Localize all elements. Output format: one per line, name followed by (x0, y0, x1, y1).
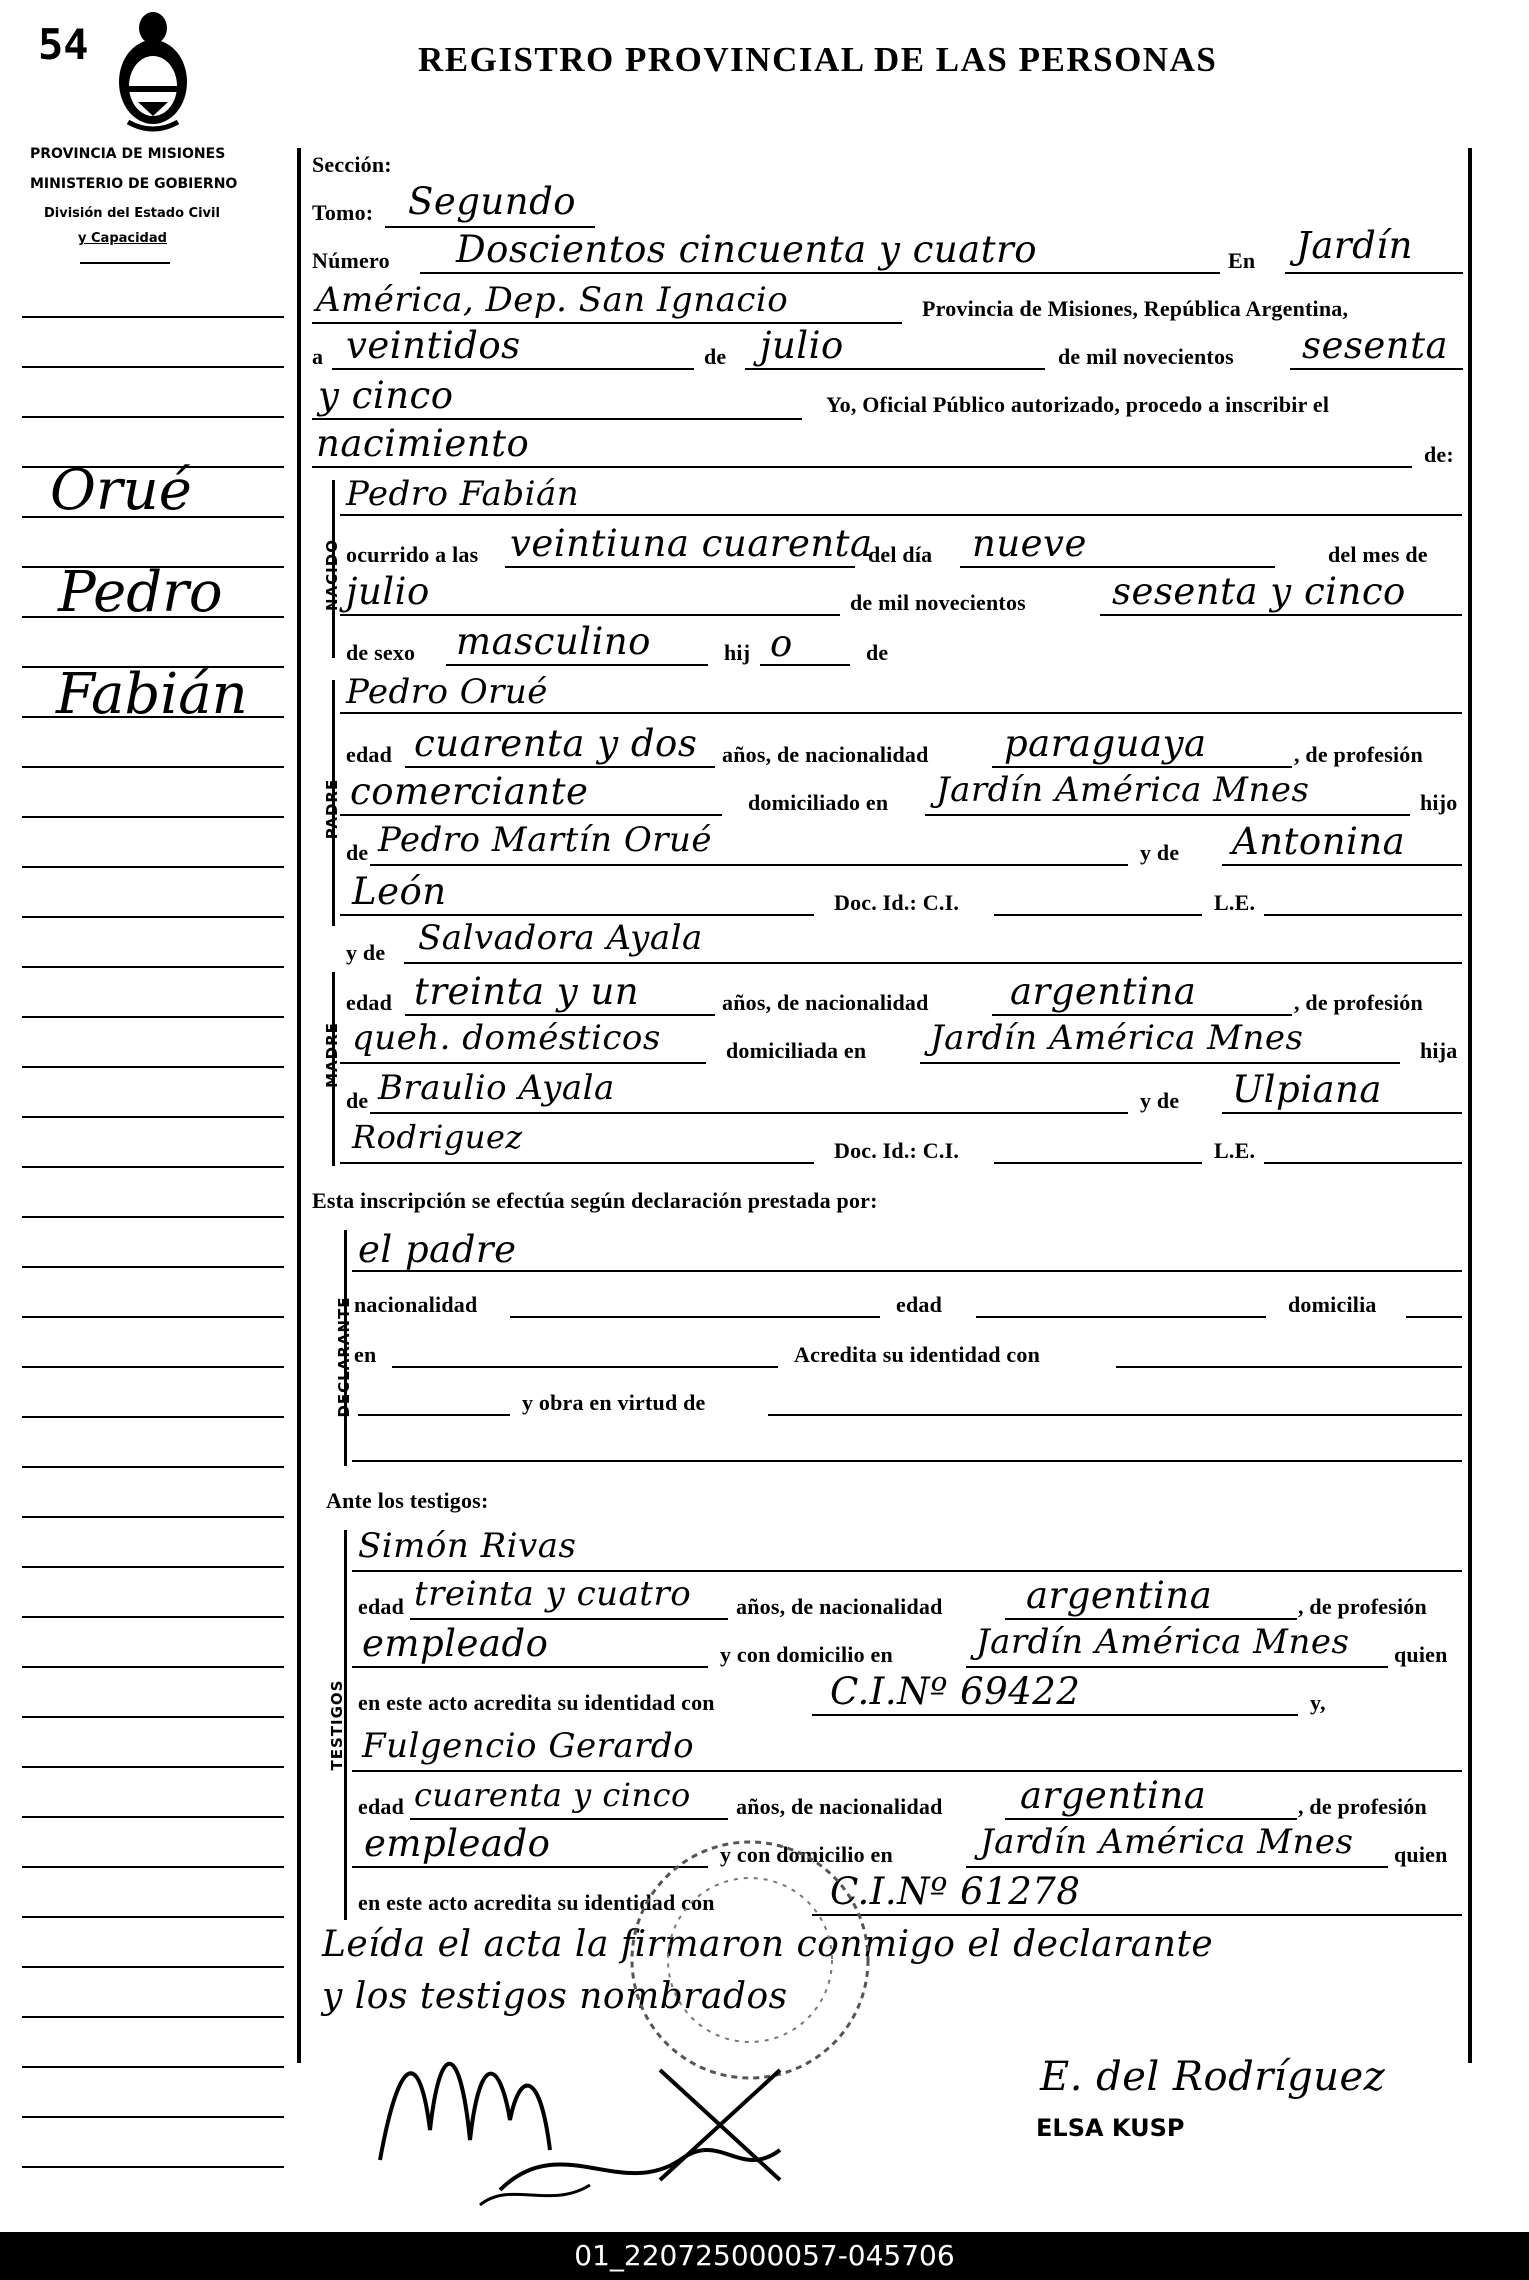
page-number: 54 (38, 20, 89, 69)
seccion-label: Sección: (312, 152, 392, 177)
declarante-dom-label: domicilia (1288, 1292, 1377, 1317)
madre-padre-value: Braulio Ayala (378, 1068, 615, 1108)
tomo-label: Tomo: (312, 200, 374, 225)
dia-nac-value: nueve (972, 522, 1087, 565)
esta-inscripcion-label: Esta inscripción se efectúa según declaración prestada por: (312, 1188, 878, 1213)
padre-edad-label: edad (346, 742, 393, 767)
hija-label: hija (1420, 1038, 1458, 1063)
provincia-label: Provincia de Misiones, República Argentina, (922, 296, 1349, 321)
ocurrido-label: ocurrido a las (346, 542, 479, 567)
testigo1-nombre: Simón Rivas (358, 1526, 577, 1566)
testigo1-id-value: C.I.Nº 69422 (830, 1670, 1081, 1713)
de-label-2: de (866, 640, 889, 665)
de-mil-novecientos-label-2: de mil novecientos (850, 590, 1026, 615)
left-column-rule (22, 1016, 284, 1018)
left-column-rule (22, 1316, 284, 1318)
de-sexo-label: de sexo (346, 640, 416, 665)
obra-virtud-label: y obra en virtud de (522, 1390, 706, 1415)
madre-yde-label: y de (346, 940, 386, 965)
del-dia-label: del día (868, 542, 933, 567)
anio-value-1: sesenta (1302, 324, 1449, 367)
madre-de-label: de (346, 1088, 369, 1113)
en-label: En (1228, 248, 1256, 273)
coat-of-arms-icon (108, 6, 198, 138)
testigo1-dom-value: Jardín América Mnes (976, 1622, 1350, 1662)
testigos-side-label: TESTIGOS (328, 1679, 346, 1771)
madre-nombre: Salvadora Ayala (418, 918, 703, 958)
testigo2-nac-value: argentina (1020, 1774, 1207, 1817)
hora-value: veintiuna cuarenta (510, 522, 873, 565)
acto-value: nacimiento (316, 422, 530, 465)
left-column-rule (22, 1416, 284, 1418)
left-column-divider (297, 148, 301, 2063)
testigo1-dom-label: y con domicilio en (720, 1642, 893, 1667)
left-column-rule (22, 1516, 284, 1518)
numero-value: Doscientos cincuenta y cuatro (456, 228, 1038, 271)
witness-signatures-icon (360, 2010, 920, 2220)
testigo2-prof-label: , de profesión (1298, 1794, 1427, 1819)
tomo-value: Segundo (408, 180, 577, 223)
declarante-value: el padre (358, 1228, 517, 1271)
left-column-rule (22, 316, 284, 318)
testigo1-nac-value: argentina (1026, 1574, 1213, 1617)
padre-yde-label: y de (1140, 840, 1180, 865)
dia-value: veintidos (346, 324, 521, 367)
ante-testigos-label: Ante los testigos: (326, 1488, 489, 1513)
org-line-4: y Capacidad (78, 231, 167, 246)
hijo-suffix: o (770, 622, 793, 665)
padre-side-label: PADRE (323, 778, 341, 840)
left-column-rule (22, 2016, 284, 2018)
testigo2-acto-label: en este acto acredita su identidad con (358, 1890, 715, 1915)
document-title: REGISTRO PROVINCIAL DE LAS PERSONAS (418, 40, 1218, 79)
left-column-rule (22, 1466, 284, 1468)
acredita-label: Acredita su identidad con (794, 1342, 1041, 1367)
de-label-1: de (704, 344, 727, 369)
madre-dom-value: Jardín América Mnes (930, 1018, 1304, 1058)
padre-le-label: L.E. (1214, 890, 1256, 915)
madre-nac-value: argentina (1010, 970, 1197, 1013)
madre-edad-label: edad (346, 990, 393, 1015)
domiciliado-label: domiciliado en (748, 790, 889, 815)
testigo2-dom-value: Jardín América Mnes (980, 1822, 1354, 1862)
anio-value-2: y cinco (318, 374, 454, 417)
a-label: a (312, 344, 324, 369)
left-column-rule (22, 1816, 284, 1818)
nacido-nombre: Pedro Fabián (346, 474, 580, 514)
left-column-rule (22, 1616, 284, 1618)
left-column-rule (22, 1716, 284, 1718)
left-column-rule (22, 1866, 284, 1868)
left-column-rule (22, 966, 284, 968)
cierre-linea-2: y los testigos nombrados (322, 1976, 788, 2017)
left-column-rule (22, 916, 284, 918)
declarante-nac-label: nacionalidad (354, 1292, 478, 1317)
padre-edad-value: cuarenta y dos (414, 722, 698, 765)
testigo2-prof-value: empleado (364, 1822, 551, 1865)
de-mil-novecientos-label: de mil novecientos (1058, 344, 1234, 369)
domiciliada-label: domiciliada en (726, 1038, 867, 1063)
left-column-rule (22, 866, 284, 868)
left-column-rule (22, 1116, 284, 1118)
madre-side-label: MADRE (323, 1022, 341, 1088)
mes-value: julio (760, 324, 844, 367)
left-column-rule (22, 2166, 284, 2168)
testigo2-nombre: Fulgencio Gerardo (362, 1726, 695, 1766)
left-column-rule (22, 1266, 284, 1268)
en-value-2: América, Dep. San Ignacio (316, 280, 789, 320)
left-column-rule (22, 766, 284, 768)
testigo1-edad-label: edad (358, 1594, 405, 1619)
margin-given-name-2: Fabián (56, 662, 248, 727)
padre-madre-value-2: León (352, 870, 447, 913)
margin-given-name-1: Pedro (58, 560, 223, 625)
left-column-rule (22, 816, 284, 818)
padre-madre-value-1: Antonina (1232, 820, 1406, 863)
yo-oficial-label: Yo, Oficial Público autorizado, procedo a inscribir el (826, 392, 1330, 417)
madre-le-label: L.E. (1214, 1138, 1256, 1163)
padre-prof-label: , de profesión (1294, 742, 1423, 767)
padre-padre-value: Pedro Martín Orué (378, 820, 712, 860)
padre-nac-label: años, de nacionalidad (722, 742, 929, 767)
left-column-rule (22, 1766, 284, 1768)
left-column-rule (22, 1066, 284, 1068)
declarante-en-label: en (354, 1342, 377, 1367)
org-line-3: División del Estado Civil (44, 206, 220, 221)
madre-prof-value: queh. domésticos (352, 1018, 661, 1058)
firma-oficial: E. del Rodríguez (1040, 2054, 1386, 2100)
left-column-rule (22, 1666, 284, 1668)
madre-nac-label: años, de nacionalidad (722, 990, 929, 1015)
testigo1-prof-value: empleado (362, 1622, 549, 1665)
testigo1-quien-label: quien (1394, 1642, 1448, 1667)
madre-edad-value: treinta y un (414, 970, 640, 1013)
sexo-value: masculino (456, 620, 651, 663)
del-mes-de-label: del mes de (1328, 542, 1428, 567)
padre-nombre: Pedro Orué (346, 672, 548, 712)
org-line-1: PROVINCIA DE MISIONES (30, 146, 226, 162)
anio-nac-value: sesenta y cinco (1112, 570, 1406, 613)
testigo2-edad-value: cuarenta y cinco (414, 1776, 691, 1814)
madre-docid-label: Doc. Id.: C.I. (834, 1138, 960, 1163)
testigo2-id-value: C.I.Nº 61278 (830, 1870, 1081, 1913)
testigo1-acto-label: en este acto acredita su identidad con (358, 1690, 715, 1715)
right-border (1468, 148, 1472, 2063)
left-column-rule (22, 1166, 284, 1168)
left-column-rule (22, 2116, 284, 2118)
hij-label: hij (724, 640, 751, 665)
declarante-side-label: DECLARANTE (335, 1296, 353, 1418)
nacido-side-label: NACIDO (323, 539, 341, 611)
testigo1-prof-label: , de profesión (1298, 1594, 1427, 1619)
hijo-label: hijo (1420, 790, 1458, 815)
madre-madre-value-1: Ulpiana (1232, 1068, 1382, 1111)
testigo2-nac-label: años, de nacionalidad (736, 1794, 943, 1819)
testigo1-nac-label: años, de nacionalidad (736, 1594, 943, 1619)
left-column-rule (22, 416, 284, 418)
cierre-linea-1: Leída el acta la firmaron conmigo el declarante (322, 1924, 1214, 1965)
left-column-rule (22, 1916, 284, 1918)
sello-oficial: ELSA KUSP (1036, 2114, 1185, 2142)
en-value-1: Jardín (1296, 224, 1413, 267)
madre-madre-value-2: Rodriguez (352, 1118, 523, 1156)
de-colon-label: de: (1424, 442, 1454, 467)
mes-nac-value: julio (346, 570, 430, 613)
left-column-rule (22, 1966, 284, 1968)
testigo1-y-label: y, (1310, 1690, 1326, 1715)
numero-label: Número (312, 248, 390, 273)
declarante-edad-label: edad (896, 1292, 943, 1317)
testigo2-edad-label: edad (358, 1794, 405, 1819)
padre-dom-value: Jardín América Mnes (936, 770, 1310, 810)
left-column-rule (22, 366, 284, 368)
margin-surname: Orué (50, 458, 192, 523)
padre-nac-value: paraguaya (1004, 722, 1207, 765)
madre-prof-label: , de profesión (1294, 990, 1423, 1015)
padre-de-label: de (346, 840, 369, 865)
padre-prof-value: comerciante (350, 770, 589, 813)
org-line-2: MINISTERIO DE GOBIERNO (30, 176, 238, 192)
left-column-rule (22, 1566, 284, 1568)
madre-yde-label-2: y de (1140, 1088, 1180, 1113)
left-column-rule (22, 2066, 284, 2068)
padre-docid-label: Doc. Id.: C.I. (834, 890, 960, 915)
testigo2-dom-label: y con domicilio en (720, 1842, 893, 1867)
left-column-rule (22, 1366, 284, 1368)
testigo2-quien-label: quien (1394, 1842, 1448, 1867)
left-column-rule (22, 1216, 284, 1218)
testigo1-edad-value: treinta y cuatro (414, 1574, 692, 1614)
image-id-footer: 01_220725000057-045706 (0, 2232, 1529, 2280)
